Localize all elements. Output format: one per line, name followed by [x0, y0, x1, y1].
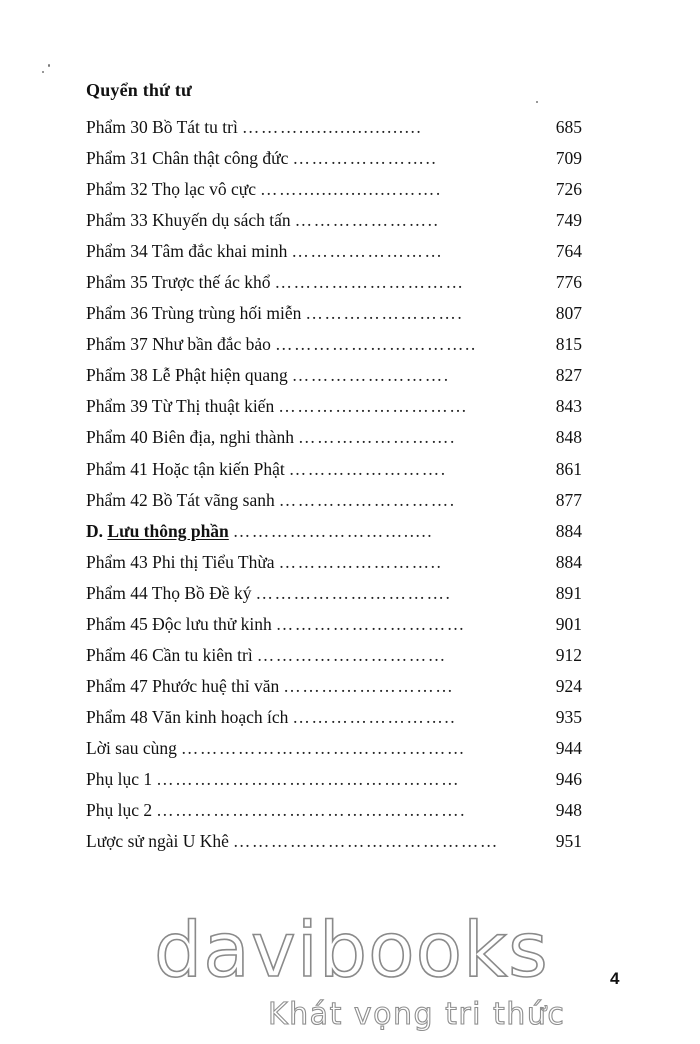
toc-entry: [86, 764, 582, 795]
toc-dot-leader: ……………………….....: [232, 520, 434, 541]
toc-entry: [86, 702, 582, 733]
toc-section-name: Lưu thông phần: [107, 520, 229, 541]
toc-entry-title: Phẩm 46 Cần tu kiên trì: [86, 644, 253, 665]
toc-dot-leader: ……………………………………: [232, 831, 499, 852]
toc-page-number: 749: [555, 210, 582, 231]
toc-entry: [86, 640, 582, 671]
toc-entry: [86, 422, 582, 453]
toc-entry: [86, 236, 582, 267]
toc-page-number: 764: [555, 241, 582, 262]
toc-page-number: 685: [555, 117, 582, 137]
toc-entry: [86, 143, 582, 174]
toc-entry-title: Phẩm 34 Tâm đắc khai minh: [86, 241, 288, 262]
toc-dot-leader: ……………………..: [278, 551, 443, 572]
toc-dot-leader: ……….....................: [241, 117, 423, 137]
watermark-brand: davibooks: [154, 905, 549, 994]
toc-dot-leader: ……………………: [291, 241, 444, 262]
toc-page-number: 948: [555, 800, 582, 821]
toc-section-title: [86, 516, 229, 547]
toc-page-number: 709: [555, 148, 582, 169]
toc-page-number: 815: [555, 334, 582, 355]
toc-dot-leader: ………………………….: [255, 582, 452, 603]
toc-page-number: 827: [555, 365, 582, 386]
toc-dot-leader: ……………………..: [292, 706, 457, 727]
toc-entry: [86, 547, 582, 578]
toc-entry: [86, 733, 582, 764]
toc-entry-title: Phẩm 32 Thọ lạc vô cực: [86, 179, 257, 200]
toc-page-number: 912: [555, 644, 582, 665]
toc-entry-title: Phẩm 48 Văn kinh hoạch ích: [86, 706, 289, 727]
toc-entry: [86, 516, 582, 547]
toc-entry-title: Phẩm 38 Lễ Phật hiện quang: [86, 365, 288, 386]
table-of-contents: [86, 112, 582, 857]
toc-entry-title: Phẩm 37 Như bần đắc bảo: [86, 334, 271, 355]
toc-entry-title: Phẩm 41 Hoặc tận kiến Phật: [86, 458, 285, 479]
toc-dot-leader: ……………………….: [278, 489, 456, 510]
toc-section-prefix: D.: [86, 520, 108, 541]
toc-entry-title: Lời sau cùng: [86, 737, 177, 758]
toc-page-number: 776: [555, 272, 582, 293]
toc-dot-leader: …………………….: [288, 458, 447, 479]
toc-entry: [86, 485, 582, 516]
toc-page-number: 884: [555, 520, 582, 541]
toc-page-number: 924: [555, 675, 582, 696]
toc-dot-leader: …………………….: [298, 427, 456, 448]
toc-entry-title: Phẩm 40 Biên địa, nghi thành: [86, 427, 295, 448]
watermark-tagline: Khát vọng tri thức: [268, 997, 566, 1032]
toc-entry-title: Phẩm 39 Từ Thị thuật kiến: [86, 396, 275, 417]
toc-dot-leader: …………………………: [256, 644, 447, 665]
toc-entry-title: Phẩm 44 Thọ Bồ Đề ký: [86, 582, 252, 603]
toc-entry-title: Phẩm 31 Chân thật công đức: [86, 148, 289, 169]
toc-entry: [86, 360, 582, 391]
toc-entry-title: Phẩm 45 Độc lưu thử kinh: [86, 613, 272, 634]
toc-page-number: 848: [555, 427, 582, 448]
toc-dot-leader: …………………………………………: [156, 768, 461, 789]
toc-entry: [86, 174, 582, 205]
toc-page-number: 861: [555, 458, 582, 479]
toc-dot-leader: …………………………..: [274, 334, 477, 355]
toc-dot-leader: …………………….: [305, 303, 464, 324]
toc-page-number: 726: [555, 179, 582, 200]
toc-entry-title: Phụ lục 2: [86, 800, 153, 821]
toc-dot-leader: …………………………: [275, 613, 466, 634]
publisher-watermark: [150, 905, 570, 1042]
toc-entry: [86, 578, 582, 609]
toc-dot-leader: …….................…….: [260, 179, 442, 200]
toc-page-number: 901: [555, 613, 582, 634]
toc-entry: [86, 671, 582, 702]
toc-entry-title: Lược sử ngài U Khê: [86, 831, 229, 852]
toc-page-number: 884: [555, 551, 582, 572]
toc-entry-title: Phẩm 43 Phi thị Tiểu Thừa: [86, 551, 275, 572]
toc-entry: [86, 795, 582, 826]
scan-speck: [42, 71, 44, 73]
toc-page-number: 877: [555, 489, 582, 510]
toc-page-number: 891: [555, 582, 582, 603]
toc-entry-title: Phẩm 42 Bồ Tát vãng sanh: [86, 489, 275, 510]
toc-dot-leader: …………………..: [292, 148, 438, 169]
scan-speck: [48, 64, 50, 67]
toc-entry: [86, 112, 582, 143]
page-number: 4: [610, 969, 620, 988]
toc-entry-title: Phẩm 33 Khuyến dụ sách tấn: [86, 210, 291, 231]
toc-dot-leader: …………………………: [278, 396, 469, 417]
toc-entry: [86, 298, 582, 329]
toc-page-number: 843: [555, 396, 582, 417]
toc-page-number: 944: [555, 737, 582, 758]
toc-entry: [86, 454, 582, 485]
toc-entry: [86, 329, 582, 360]
toc-dot-leader: ………………………………………: [180, 737, 466, 758]
toc-dot-leader: …………………….: [291, 365, 450, 386]
toc-entry-title: Phẩm 36 Trùng trùng hối miễn: [86, 303, 302, 324]
toc-page-number: 946: [555, 768, 582, 789]
toc-dot-leader: ………………………………………….: [156, 800, 466, 821]
toc-entry: [86, 609, 582, 640]
toc-entry: [86, 826, 582, 857]
toc-page-number: 807: [555, 303, 582, 324]
toc-entry: [86, 205, 582, 236]
toc-entry: [86, 267, 582, 298]
toc-entry: [86, 391, 582, 422]
toc-entry-title: Phụ lục 1: [86, 768, 153, 789]
toc-entry-title: Phẩm 30 Bồ Tát tu trì: [86, 117, 238, 137]
toc-dot-leader: ………………………: [283, 675, 455, 696]
toc-entry-title: Phẩm 35 Trược thế ác khổ: [86, 272, 271, 293]
toc-page-number: 951: [555, 831, 582, 852]
toc-page-number: 935: [555, 706, 582, 727]
toc-dot-leader: …………………………: [274, 272, 465, 293]
toc-dot-leader: …………………..: [294, 210, 440, 231]
toc-entry-title: Phẩm 47 Phước huệ thỉ văn: [86, 675, 280, 696]
scan-speck: [536, 101, 538, 103]
section-heading: Quyển thứ tư: [86, 80, 193, 100]
